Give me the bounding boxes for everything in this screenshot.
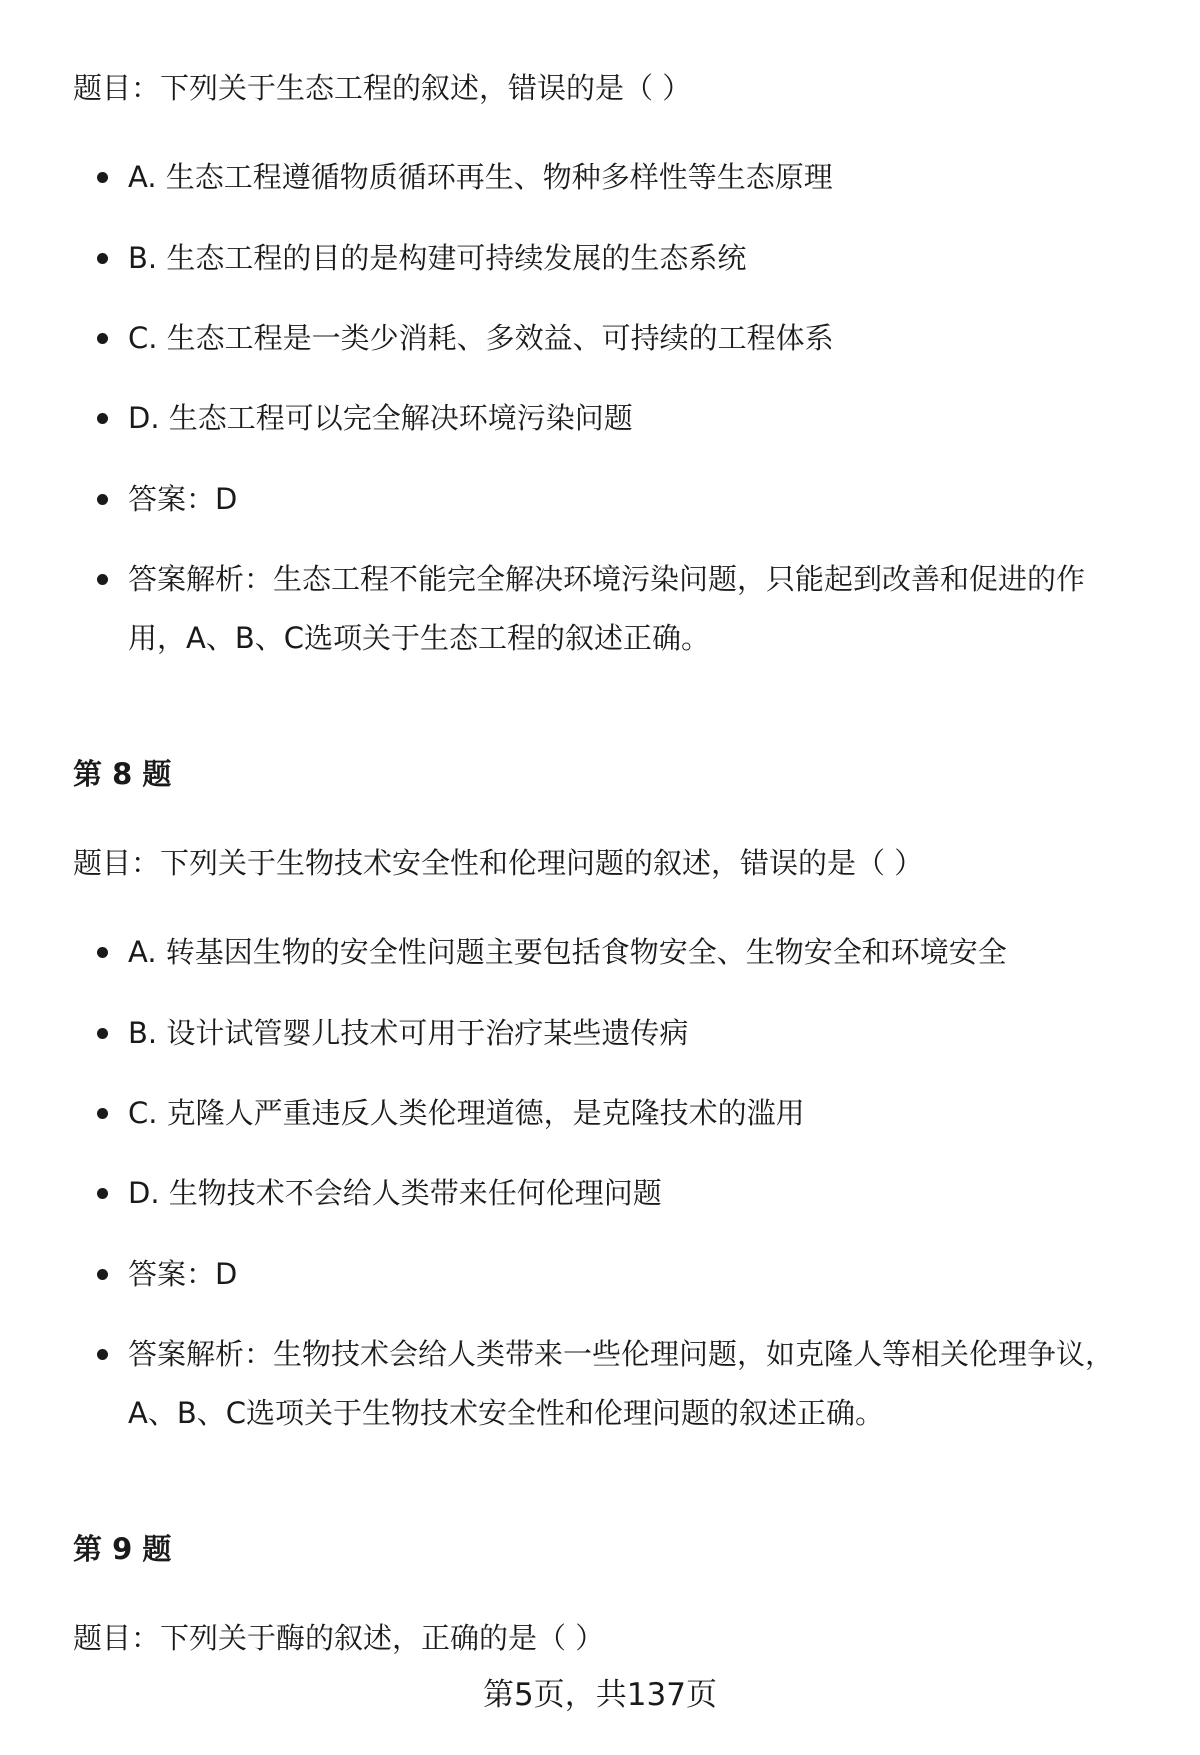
question-8-option-d: D. 生物技术不会给人类带来任何伦理问题 — [128, 1176, 662, 1210]
question-7-explanation: 答案解析：生态工程不能完全解决环境污染问题，只能起到改善和促进的作用，A、B、C选项关于生态工程的叙述正确。 — [128, 562, 1086, 655]
bullet-icon — [97, 1349, 108, 1360]
bullet-icon — [97, 1108, 108, 1119]
bullet-icon — [97, 333, 108, 344]
page-number-footer: 第5页，共137页 — [483, 1677, 717, 1713]
question-8-option-b: B. 设计试管婴儿技术可用于治疗某些遗传病 — [128, 1016, 689, 1050]
question-8-explanation: 答案解析：生物技术会给人类带来一些伦理问题，如克隆人等相关伦理争议，A、B、C选项关于生物技术安全性和伦理问题的叙述正确。 — [128, 1337, 1115, 1430]
bullet-icon — [97, 1188, 108, 1199]
question-7-stem: 题目：下列关于生态工程的叙述，错误的是（ ） — [73, 71, 692, 105]
question-8-heading: 第 8 题 — [73, 757, 172, 791]
bullet-icon — [97, 172, 108, 183]
question-8-answer: 答案：D — [128, 1257, 238, 1291]
bullet-icon — [97, 253, 108, 264]
question-8-option-a: A. 转基因生物的安全性问题主要包括食物安全、生物安全和环境安全 — [128, 935, 1007, 969]
bullet-icon — [97, 494, 108, 505]
question-7-option-b: B. 生态工程的目的是构建可持续发展的生态系统 — [128, 241, 747, 275]
question-9-heading: 第 9 题 — [73, 1532, 172, 1566]
bullet-icon — [97, 1028, 108, 1039]
bullet-icon — [97, 1269, 108, 1280]
bullet-icon — [97, 413, 108, 424]
question-8-option-c: C. 克隆人严重违反人类伦理道德，是克隆技术的滥用 — [128, 1096, 805, 1130]
question-9-stem: 题目：下列关于酶的叙述，正确的是（ ） — [73, 1621, 605, 1655]
question-7-option-a: A. 生态工程遵循物质循环再生、物种多样性等生态原理 — [128, 160, 833, 194]
bullet-icon — [97, 574, 108, 585]
question-7-option-c: C. 生态工程是一类少消耗、多效益、可持续的工程体系 — [128, 321, 834, 355]
question-7-answer: 答案：D — [128, 482, 238, 516]
bullet-icon — [97, 947, 108, 958]
question-7-option-d: D. 生态工程可以完全解决环境污染问题 — [128, 401, 633, 435]
question-8-stem: 题目：下列关于生物技术安全性和伦理问题的叙述，错误的是（ ） — [73, 846, 924, 880]
